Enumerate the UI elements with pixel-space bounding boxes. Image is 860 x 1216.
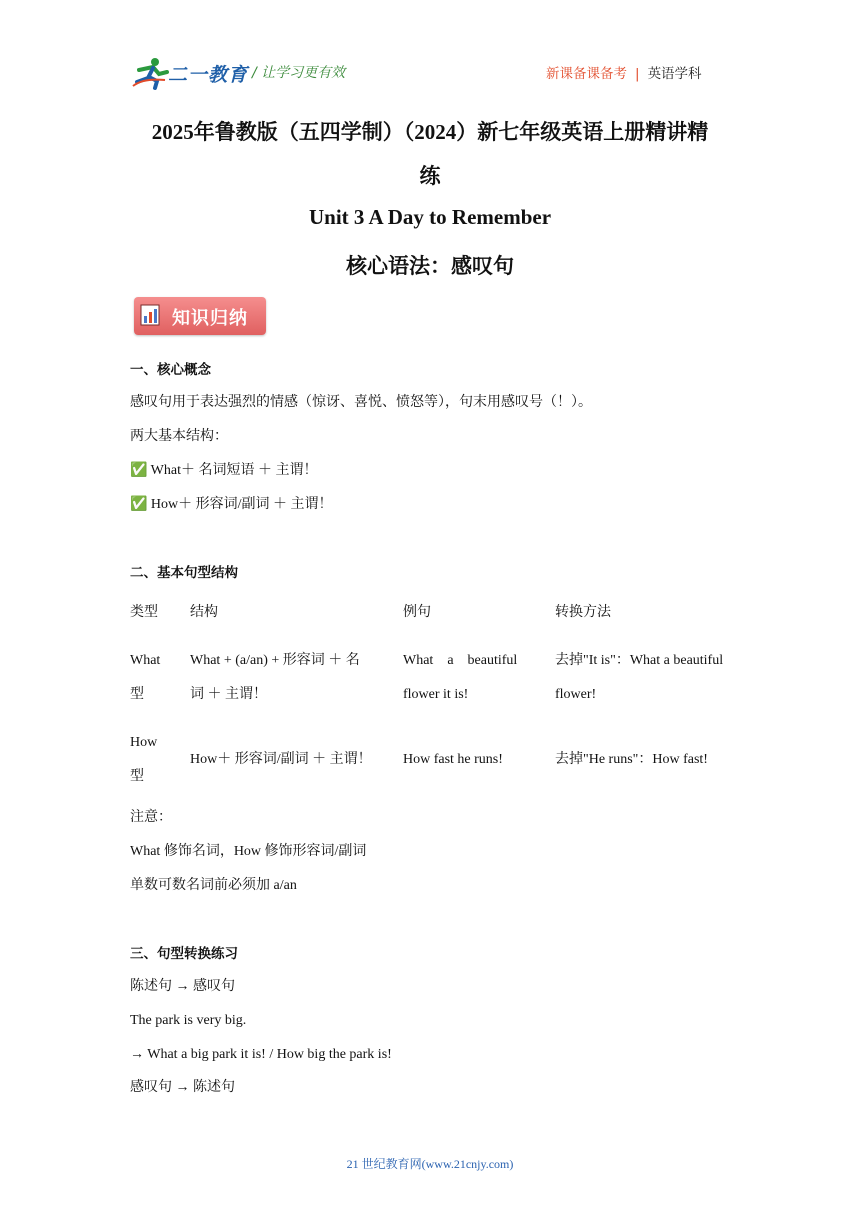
section3-heading: 三、句型转换练习 <box>130 946 238 962</box>
table-header-method: 转换方法 <box>555 605 611 620</box>
note-2: 单数可数名词前必须加 a/an <box>130 878 297 893</box>
row1-structure-line1: What + (a/an) + 形容词 ＋ 名 <box>190 653 360 668</box>
badge-label: 知识归纳 <box>172 308 248 329</box>
row1-method-line1: 去掉"It is"：What a beautiful <box>555 653 724 668</box>
conversion-line1: 陈述句 → 感叹句 <box>130 979 235 994</box>
row2-structure: How＋ 形容词/副词 ＋ 主谓！ <box>190 752 372 767</box>
note-1: What 修饰名词，How 修饰形容词/副词 <box>130 844 367 859</box>
row1-example-line2: flower it is! <box>403 687 469 702</box>
footer-link[interactable]: 21 世纪教育网(www.21cnjy.com) <box>346 1157 514 1171</box>
section2-heading: 二、基本句型结构 <box>130 565 238 581</box>
note-label: 注意： <box>130 810 172 825</box>
table-header-example: 例句 <box>403 605 431 620</box>
header-slogan: / 让学习更有效 <box>252 65 346 81</box>
conversion-line3: → What a big park it is! / How big the park is! <box>130 1047 392 1062</box>
section1-description: 感叹句用于表达强烈的情感（惊讶、喜悦、愤怒等），句末用感叹号（！）。 <box>130 395 592 410</box>
row1-type-line1: What <box>130 653 161 668</box>
row2-method: 去掉"He runs"：How fast! <box>555 752 708 767</box>
header-right <box>546 62 702 82</box>
conversion-line2: The park is very big. <box>130 1013 247 1028</box>
section1-heading: 一、核心概念 <box>130 362 211 378</box>
topic-title: 核心语法：感叹句 <box>346 254 514 278</box>
knowledge-summary-badge <box>134 297 266 335</box>
row1-type-line2: 型 <box>130 687 144 702</box>
row2-example: How fast he runs! <box>403 752 503 767</box>
row1-example-line1: What a beautiful <box>403 653 518 668</box>
book-chart-icon <box>140 303 160 327</box>
row2-type-line2: 型 <box>130 769 144 784</box>
conversion-line4: 感叹句 → 陈述句 <box>130 1080 235 1095</box>
row1-structure-line2: 词 ＋ 主谓！ <box>190 687 267 702</box>
structure-what: ✅ What＋ 名词短语 ＋ 主谓！ <box>130 463 318 478</box>
doc-title-line2: 练 <box>419 164 441 188</box>
table-header-type: 类型 <box>130 605 158 620</box>
logo-text: 二一教育 <box>168 65 249 86</box>
header-separator: | <box>635 66 640 82</box>
doc-title-line1: 2025年鲁教版（五四学制）（2024）新七年级英语上册精讲精 <box>151 120 709 144</box>
structures-label: 两大基本结构： <box>130 429 228 444</box>
table-header-structure: 结构 <box>190 605 218 620</box>
header-tag-subject: 英语学科 <box>647 66 702 82</box>
unit-title: Unit 3 A Day to Remember <box>308 205 552 229</box>
row1-method-line2: flower! <box>555 687 597 702</box>
runner-logo-icon <box>131 56 171 90</box>
structure-how: ✅ How＋ 形容词/副词 ＋ 主谓！ <box>130 497 333 512</box>
header-tag-prep: 新课备课备考 <box>546 66 627 82</box>
row2-type-line1: How <box>130 735 158 750</box>
